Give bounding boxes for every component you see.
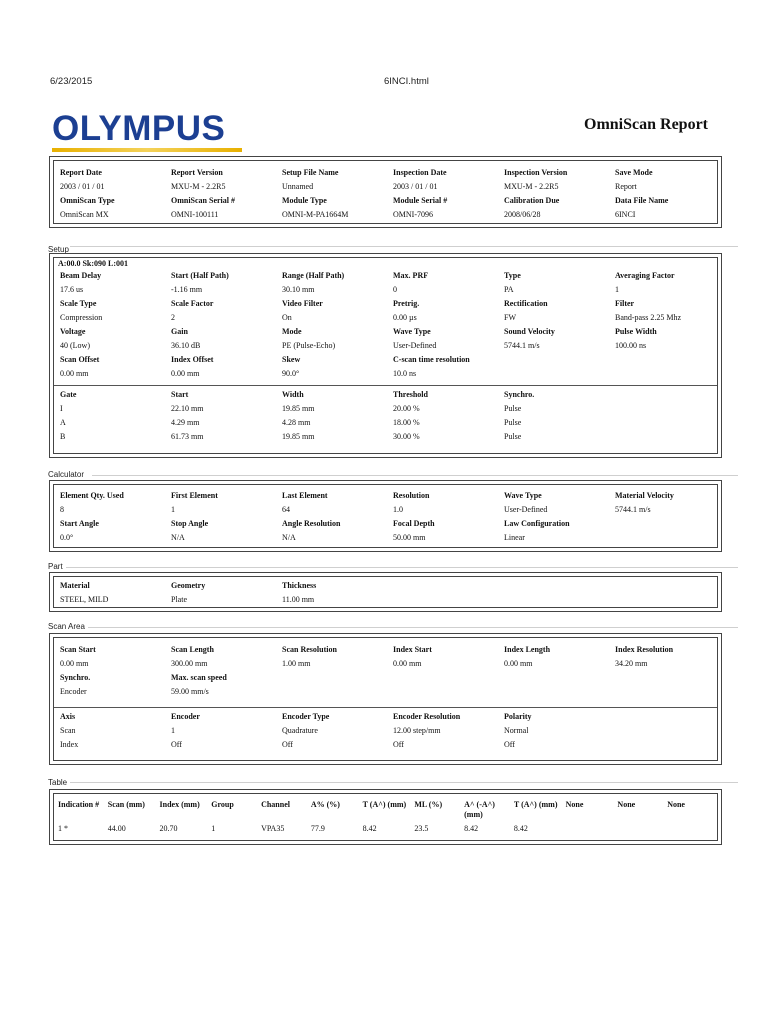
setup-label: Setup <box>48 245 69 254</box>
field-value: MXU-M - 2.2R5 <box>504 182 559 191</box>
page-file-name: 6INCI.html <box>384 76 429 87</box>
field-label: Geometry <box>171 581 206 590</box>
field-label: Element Qty. Used <box>60 491 124 500</box>
field-label: Last Element <box>282 491 328 500</box>
field-value: 0.00 mm <box>60 659 89 668</box>
table-cell: 1 <box>211 824 216 833</box>
field-label: Pretrig. <box>393 299 420 308</box>
setup-grid <box>54 269 717 381</box>
field-value <box>504 685 615 699</box>
setup-group-title: A:00.0 Sk:090 L:001 <box>58 259 129 268</box>
field-value <box>282 685 393 699</box>
table-cell <box>617 824 667 834</box>
table-label: Table <box>48 778 68 787</box>
table-cell: 8.42 <box>513 824 528 833</box>
field-value: Pulse <box>504 432 522 441</box>
field-value: 90.0° <box>282 369 300 378</box>
field-label: Material <box>60 581 90 590</box>
field-value: 18.00 % <box>393 418 420 427</box>
field-value: Compression <box>60 313 103 322</box>
field-value: 2 <box>171 313 175 322</box>
table-cell: 1 * <box>58 824 68 833</box>
field-label: Max. PRF <box>393 271 429 280</box>
field-value: 1 <box>615 285 619 294</box>
field-label: Beam Delay <box>60 271 102 280</box>
field-value: 17.6 us <box>60 285 84 294</box>
field-value: 2008/06/28 <box>504 210 541 219</box>
field-label: Start (Half Path) <box>171 271 229 280</box>
field-label: Law Configuration <box>504 519 570 528</box>
general-info-grid <box>54 166 717 222</box>
table-column-header: A% (%) <box>310 800 340 809</box>
field-label: First Element <box>171 491 218 500</box>
field-label: Voltage <box>60 327 86 336</box>
part-grid <box>54 579 717 607</box>
field-label <box>615 671 726 685</box>
part-label: Part <box>48 562 63 571</box>
table-column-header: ML (%) <box>414 800 443 809</box>
field-label: Polarity <box>504 712 532 721</box>
field-value <box>393 593 504 607</box>
field-value: PA <box>504 285 514 294</box>
field-label: Index Start <box>393 645 432 654</box>
field-value: 4.29 mm <box>171 418 200 427</box>
field-label: Start <box>171 390 189 399</box>
field-value <box>615 367 726 381</box>
field-value: 1.0 <box>393 505 403 514</box>
field-value: 20.00 % <box>393 404 420 413</box>
field-value: 0.00 mm <box>504 659 533 668</box>
scan-area-grid <box>54 643 717 699</box>
field-label: Encoder Resolution <box>393 712 461 721</box>
field-label <box>393 671 504 685</box>
field-label: Sound Velocity <box>504 327 555 336</box>
table-column-header: Index (mm) <box>159 800 200 809</box>
field-label <box>504 353 615 367</box>
part-box <box>49 572 722 612</box>
field-label: Scan Resolution <box>282 645 337 654</box>
field-value: Off <box>393 740 404 749</box>
field-value: Encoder <box>60 687 87 696</box>
field-value <box>504 593 615 607</box>
field-label: Stop Angle <box>171 519 209 528</box>
field-label: Filter <box>615 299 635 308</box>
field-label: Report Version <box>171 168 223 177</box>
table-cell <box>667 824 717 834</box>
table-cell: 23.5 <box>414 824 429 833</box>
field-value <box>615 593 726 607</box>
table-column-header: A^ (-A^) (mm) <box>464 800 495 819</box>
field-value: 1.00 mm <box>282 659 311 668</box>
field-value: 36.10 dB <box>171 341 201 350</box>
field-value <box>615 430 726 444</box>
field-value: B <box>60 432 66 441</box>
field-value: OMNI-100111 <box>171 210 219 219</box>
field-label: Inspection Date <box>393 168 447 177</box>
table-column-header: T (A^) (mm) <box>513 800 558 809</box>
field-value: 11.00 mm <box>282 595 315 604</box>
field-label: Data File Name <box>615 196 669 205</box>
field-value: 40 (Low) <box>60 341 90 350</box>
part-rule <box>66 567 738 568</box>
field-label <box>615 710 726 724</box>
field-value: 30.00 % <box>393 432 420 441</box>
setup-rule <box>70 246 738 247</box>
table-column-header: Group <box>211 800 234 809</box>
field-value: Pulse <box>504 404 522 413</box>
field-value: 19.85 mm <box>282 404 315 413</box>
table-row <box>58 824 717 834</box>
field-label: Video Filter <box>282 299 323 308</box>
field-value: 300.00 mm <box>171 659 208 668</box>
field-value: 50.00 mm <box>393 533 426 542</box>
field-label: Scale Factor <box>171 299 214 308</box>
field-value: 6INCI <box>615 210 636 219</box>
table-cell: 44.00 <box>107 824 126 833</box>
field-label: Save Mode <box>615 168 653 177</box>
field-value: 100.00 ns <box>615 341 647 350</box>
field-value: 0.00 µs <box>393 313 417 322</box>
scan-area-label: Scan Area <box>48 622 85 631</box>
field-value: Off <box>282 740 293 749</box>
field-label: Threshold <box>393 390 428 399</box>
table-column-header: Scan (mm) <box>107 800 145 809</box>
field-label: Thickness <box>282 581 317 590</box>
field-label: Skew <box>282 355 301 364</box>
field-label: Max. scan speed <box>171 673 227 682</box>
table-rule <box>70 782 738 783</box>
field-value: 8 <box>60 505 64 514</box>
field-value: 4.28 mm <box>282 418 311 427</box>
field-value <box>393 685 504 699</box>
field-value: 0.00 mm <box>171 369 200 378</box>
field-value: A <box>60 418 66 427</box>
field-label <box>504 671 615 685</box>
field-value <box>504 367 615 381</box>
field-value: 12.00 step/mm <box>393 726 441 735</box>
field-value: 5744.1 m/s <box>504 341 540 350</box>
field-label <box>615 517 726 531</box>
calculator-rule <box>92 475 738 476</box>
field-label: Angle Resolution <box>282 519 341 528</box>
axis-grid <box>54 710 717 752</box>
field-label: Mode <box>282 327 302 336</box>
field-label: Gate <box>60 390 77 399</box>
field-label <box>615 353 726 367</box>
table-column-header: Indication # <box>58 800 100 809</box>
calculator-grid <box>54 489 717 545</box>
logo-text: OLYMPUS <box>52 109 226 148</box>
field-value: 64 <box>282 505 290 514</box>
field-value: 2003 / 01 / 01 <box>60 182 105 191</box>
table-cell: 8.42 <box>362 824 377 833</box>
scan-area-box <box>49 633 722 765</box>
field-value: STEEL, MILD <box>60 595 109 604</box>
field-label: Synchro. <box>504 390 535 399</box>
field-value <box>615 416 726 430</box>
field-label: Pulse Width <box>615 327 657 336</box>
field-value: OMNI-7096 <box>393 210 433 219</box>
field-label: Focal Depth <box>393 519 435 528</box>
field-label: Range (Half Path) <box>282 271 345 280</box>
field-label: Synchro. <box>60 673 91 682</box>
table-cell: 8.42 <box>464 824 479 833</box>
field-label: Width <box>282 390 304 399</box>
field-value: I <box>60 404 63 413</box>
field-value <box>615 724 726 738</box>
indication-table-box <box>49 789 722 845</box>
field-value: Report <box>615 182 637 191</box>
field-label <box>615 579 726 593</box>
field-value: 1 <box>171 726 175 735</box>
field-value: N/A <box>282 533 296 542</box>
field-value: OmniScan MX <box>60 210 109 219</box>
field-label <box>282 671 393 685</box>
field-value: 10.0 ns <box>393 369 417 378</box>
field-label: Calibration Due <box>504 196 560 205</box>
field-value: On <box>282 313 292 322</box>
indication-table <box>53 793 718 841</box>
field-label: Type <box>504 271 521 280</box>
field-value: Linear <box>504 533 525 542</box>
field-value: PE (Pulse-Echo) <box>282 341 336 350</box>
field-label: Module Serial # <box>393 196 448 205</box>
report-title: OmniScan Report <box>584 116 708 133</box>
field-label: Scan Offset <box>60 355 100 364</box>
field-value: Quadrature <box>282 726 318 735</box>
field-value: User-Defined <box>504 505 548 514</box>
field-label: Encoder Type <box>282 712 330 721</box>
logo-underline <box>52 148 242 152</box>
field-value: Unnamed <box>282 182 314 191</box>
field-label: Scan Length <box>171 645 214 654</box>
field-label: Wave Type <box>504 491 542 500</box>
field-label: Averaging Factor <box>615 271 675 280</box>
olympus-logo <box>52 109 242 152</box>
setup-box <box>49 253 722 458</box>
field-value: 61.73 mm <box>171 432 204 441</box>
field-value <box>615 531 726 545</box>
field-label: Scale Type <box>60 299 97 308</box>
field-label: Resolution <box>393 491 430 500</box>
field-value: 2003 / 01 / 01 <box>393 182 438 191</box>
field-label: Setup File Name <box>282 168 339 177</box>
field-label: OmniScan Serial # <box>171 196 236 205</box>
field-value: MXU-M - 2.2R5 <box>171 182 226 191</box>
field-value: -1.16 mm <box>171 285 203 294</box>
field-value: N/A <box>171 533 185 542</box>
field-label <box>615 388 726 402</box>
field-label: Gain <box>171 327 188 336</box>
field-value: 0.00 mm <box>60 369 89 378</box>
page-date: 6/23/2015 <box>50 76 93 87</box>
field-value <box>615 685 726 699</box>
field-value: 59.00 mm/s <box>171 687 209 696</box>
field-label: Index Offset <box>171 355 214 364</box>
table-cell: 77.9 <box>310 824 325 833</box>
table-column-header: T (A^) (mm) <box>362 800 407 809</box>
table-cell <box>566 824 618 834</box>
field-value: Normal <box>504 726 529 735</box>
table-column-header: None <box>565 800 584 809</box>
field-value: 19.85 mm <box>282 432 315 441</box>
field-value: User-Defined <box>393 341 437 350</box>
field-value: OMNI-M-PA1664M <box>282 210 349 219</box>
field-label: Index Length <box>504 645 551 654</box>
field-value: FW <box>504 313 516 322</box>
field-value: 30.10 mm <box>282 285 315 294</box>
scan-area-divider <box>54 707 717 708</box>
table-column-header: Channel <box>261 800 290 809</box>
table-cell: 20.70 <box>159 824 178 833</box>
table-column-header: None <box>667 800 685 809</box>
field-value: Scan <box>60 726 76 735</box>
field-label: Inspection Version <box>504 168 568 177</box>
gate-grid <box>54 388 717 444</box>
field-value: Off <box>171 740 182 749</box>
field-value: Index <box>60 740 79 749</box>
field-label: Rectification <box>504 299 548 308</box>
field-value: Pulse <box>504 418 522 427</box>
field-value: 1 <box>171 505 175 514</box>
field-value: 0 <box>393 285 397 294</box>
field-label: Report Date <box>60 168 102 177</box>
field-value <box>615 402 726 416</box>
field-label: Module Type <box>282 196 327 205</box>
field-label <box>504 579 615 593</box>
calculator-label: Calculator <box>48 470 85 479</box>
general-info-box <box>49 156 722 228</box>
field-value: 34.20 mm <box>615 659 648 668</box>
table-column-header: None <box>617 800 636 809</box>
field-value: Plate <box>171 595 187 604</box>
calculator-box <box>49 480 722 552</box>
field-label: Encoder <box>171 712 200 721</box>
field-value: 22.10 mm <box>171 404 204 413</box>
field-label: C-scan time resolution <box>393 355 470 364</box>
field-value: Off <box>504 740 515 749</box>
field-value <box>615 738 726 752</box>
table-cell: VPA35 <box>261 824 285 833</box>
field-label: OmniScan Type <box>60 196 115 205</box>
field-label: Axis <box>60 712 76 721</box>
field-label <box>393 579 504 593</box>
field-value: 0.00 mm <box>393 659 422 668</box>
field-label: Index Resolution <box>615 645 674 654</box>
setup-divider <box>54 385 717 386</box>
field-value: Band-pass 2.25 Mhz <box>615 313 681 322</box>
table-header-row <box>58 800 717 820</box>
field-value: 5744.1 m/s <box>615 505 651 514</box>
field-value: 0.0° <box>60 533 74 542</box>
field-label: Material Velocity <box>615 491 674 500</box>
field-label: Start Angle <box>60 519 99 528</box>
field-label: Wave Type <box>393 327 431 336</box>
field-label: Scan Start <box>60 645 96 654</box>
scan-area-rule <box>88 627 738 628</box>
